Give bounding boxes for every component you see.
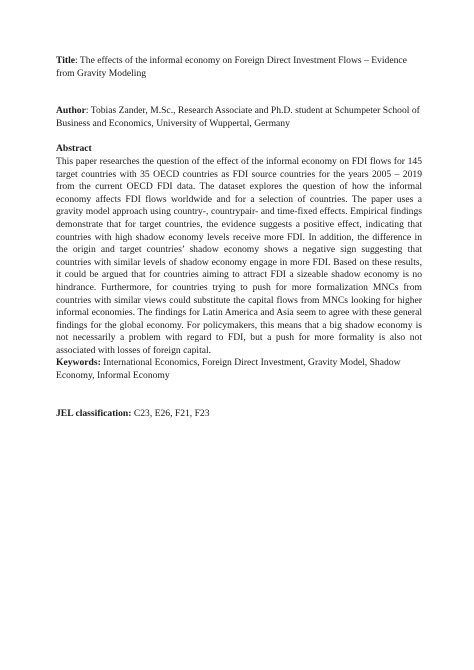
- keywords-block: [56, 357, 422, 382]
- title-label: Title: [56, 55, 76, 66]
- keywords-list: International Economics, Foreign Direct Investment, Gravity Model, Shadow Economy, Informal Economy: [56, 357, 401, 382]
- paper-page: [56, 55, 422, 420]
- title-line: [56, 55, 422, 80]
- author-label: Author: [56, 105, 86, 117]
- keywords-line: [56, 357, 422, 382]
- keywords-label: Keywords:: [56, 357, 101, 369]
- jel-block: [56, 408, 422, 421]
- abstract-heading: Abstract: [56, 143, 92, 155]
- abstract-body: This paper researches the question of the effect of the informal economy on FDI flows for 145 target countries with 35 OECD countries as FDI source countries for the years 2005 – 2019 from the current OECD FDI data. The dataset explores the question of how the informal economy affects FDI flows worldwide and for a selection of countries. The paper uses a gravity model approach using country-, countrypair- and time-fixed effects. Empirical findings demonstrate that for target countries, the evidence suggests a positive effect, indicating that countries with high shadow economy levels receive more FDI. In addition, the difference in the origin and target countries’ shadow economy shows a negative sign suggesting that countries with similar levels of shadow economy engage in more FDI. Based on these results, it could be argued that for countries aiming to attract FDI a sizeable shadow economy is no hindrance. Furthermore, for countries trying to push for more formalization MNCs from countries with similar views could substitute the capital flows from MNCs looking for higher informal economies. The findings for Latin America and Asia seem to agree with these general findings for the global economy. For policymakers, this means that a big shadow economy is not necessarily a problem with regard to FDI, but a push for more formality is also not associated with losses of foreign capital.: [56, 155, 422, 356]
- jel-line: [56, 408, 422, 421]
- author-info: : Tobias Zander, M.Sc., Research Associate and Ph.D. student at Schumpeter School of Business and Economics, University of Wuppertal, Germany: [56, 105, 420, 129]
- author-block: [56, 105, 422, 130]
- jel-codes: C23, E26, F21, F23: [131, 407, 210, 419]
- abstract-section: [56, 143, 422, 357]
- jel-label: JEL classification:: [56, 407, 132, 419]
- title-block: [56, 55, 422, 80]
- author-line: [56, 105, 422, 130]
- paper-title: : The effects of the informal economy on Foreign Direct Investment Flows – Evidence from Gravity Modeling: [56, 55, 407, 79]
